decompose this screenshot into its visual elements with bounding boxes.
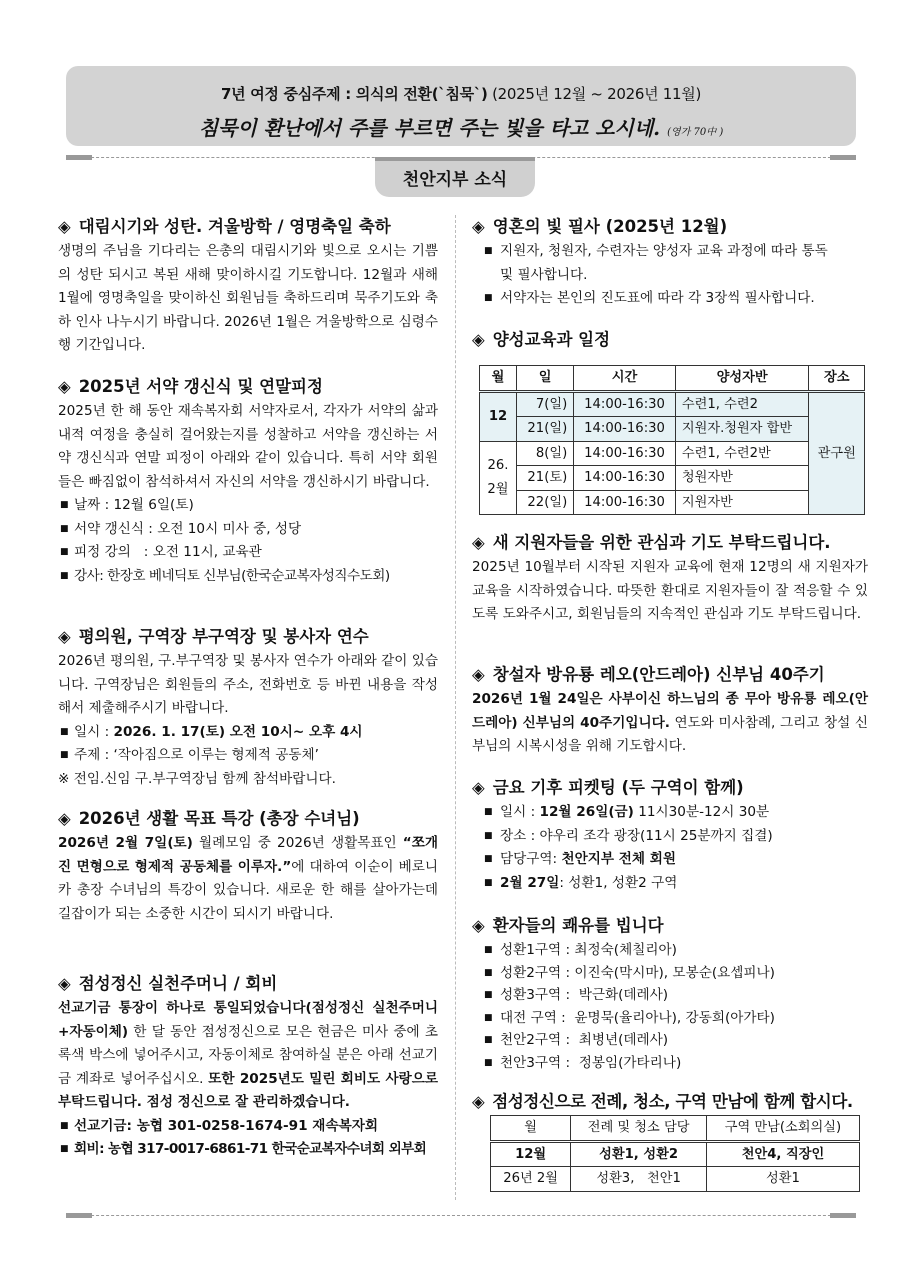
diamond-icon: ◈ (58, 627, 71, 646)
section-title: 환자들의 쾌유를 빕니다 (492, 916, 664, 935)
list-item: ■ 대전 구역 : 윤명묵(율리아나), 강동희(아가타) (472, 1007, 868, 1030)
body-bold: 또한 2025년도 밀린 회비도 사랑으로 부탁드립니다. 점성 정신으로 잘 관리하겠습니다. (58, 1070, 438, 1110)
body-bold: 2026년 1월 24일은 사부이신 하느님의 종 무아 방유룡 레오(안드레아) 신부님의 40주기입니다. (472, 691, 868, 731)
section-title: 새 지원자들을 위한 관심과 기도 부탁드립니다. (492, 533, 831, 552)
time-cell: 14:00-16:30 (574, 441, 676, 466)
item-label: 담당구역: (500, 851, 562, 867)
table-header-row (491, 1116, 860, 1142)
item-value: 천안지부 전체 회원 (561, 851, 676, 867)
table-row (480, 441, 865, 466)
class-cell: 청원자반 (675, 466, 809, 491)
item-date: 12월 26일(금) (539, 804, 634, 820)
item-time: 11시30분-12시 30분 (633, 804, 770, 820)
table-row (480, 490, 865, 515)
meeting-cell: 천안4, 직장인 (706, 1141, 859, 1167)
time-cell: 14:00-16:30 (574, 417, 676, 442)
section-body: 2025년 10월부터 시작된 지원자 교육에 현재 12명의 새 지원자가 교육을 시작하였습니다. 따뜻한 환대로 지원자들이 잘 적응할 수 있도록 도와주시고, 회원님들의 지속적인 관심과 기도 부탁드립니다. (472, 559, 868, 622)
col-header: 월 (480, 366, 517, 392)
table-row (491, 1141, 860, 1167)
place-cell: 관구원 (809, 391, 865, 515)
item-label: 일시 : (500, 804, 540, 820)
liturgy-cell: 성환3, 천안1 (571, 1167, 707, 1192)
time-cell: 14:00-16:30 (574, 466, 676, 491)
section-formation-schedule (472, 327, 868, 515)
theme-period: (2025년 12월 ~ 2026년 11월) (487, 85, 702, 103)
list-item: ■ 성환2구역 : 이진숙(막시마), 모봉순(요셉피나) (472, 962, 868, 985)
diamond-icon: ◈ (472, 778, 485, 797)
table-row (480, 466, 865, 491)
section-title: 점성정신 실천주머니 / 회비 (78, 974, 278, 993)
section-training (58, 624, 438, 791)
time-cell: 14:00-16:30 (574, 490, 676, 515)
section-liturgy-duty (472, 1089, 868, 1192)
col-header: 일 (517, 366, 574, 392)
section-body (472, 688, 868, 759)
list-item: ■ 지원자, 청원자, 수련자는 양성자 교육 과정에 따라 통독 및 필사합니다. (472, 240, 868, 287)
list-item (472, 872, 868, 896)
day-cell: 22(일) (517, 490, 574, 515)
table-row (480, 391, 865, 417)
body-text: 월례모임 중 2026년 생활목표인 (192, 835, 403, 851)
day-cell: 21(토) (517, 466, 574, 491)
section-title: 영혼의 빛 필사 (2025년 12월) (492, 217, 728, 236)
section-title: 금요 기후 피켓팅 (두 구역이 함께) (492, 778, 744, 797)
col-header: 전례 및 청소 담당 (571, 1116, 707, 1142)
diamond-icon: ◈ (58, 377, 71, 396)
section-title: 창설자 방유룡 레오(안드레아) 신부님 40주기 (492, 665, 825, 684)
item-value: 2026. 1. 17(토) 오전 10시~ 오후 4시 (113, 723, 363, 740)
day-cell: 7(일) (517, 391, 574, 417)
section-title: 대림시기와 성탄. 겨울방학 / 영명축일 축하 (78, 217, 391, 236)
diamond-icon: ◈ (472, 533, 485, 552)
section-tab: 천안지부 소식 (375, 157, 535, 197)
section-climate-picketing (472, 775, 868, 895)
list-item: ■ 주제 : ‘작아짐으로 이루는 형제적 공동체’ (58, 744, 438, 768)
body-bold: 선교기금 통장이 하나로 통일되었습니다(점성정신 실천주머니+자동이체) (58, 1000, 438, 1040)
liturgy-cell: 성환1, 성환2 (571, 1141, 707, 1167)
divider-bottom (66, 1215, 856, 1216)
section-advent (58, 214, 438, 358)
section-vow-renewal (58, 374, 438, 588)
meeting-cell: 성환1 (706, 1167, 859, 1192)
list-item: ■ 날짜 : 12월 6일(토) (58, 494, 438, 518)
section-patients (472, 913, 868, 1074)
section-body (58, 997, 438, 1115)
section-new-applicants (472, 530, 868, 627)
list-item (472, 848, 868, 872)
divider-cap (66, 155, 92, 160)
item-label: 일시 : (74, 723, 114, 740)
section-title: 점성정신으로 전례, 청소, 구역 만남에 함께 합시다. (492, 1092, 853, 1111)
col-header: 구역 만남(소회의실) (706, 1116, 859, 1142)
list-item: ■ 서약자는 본인의 진도표에 따라 각 3장씩 필사합니다. (472, 287, 868, 311)
section-body: 2026년 평의원, 구.부구역장 및 봉사자 연수가 아래와 같이 있습니다. 구역장님은 회원들의 주소, 전화번호 등 바뀐 내용을 작성해서 제출해주시기 바랍니다. (58, 653, 438, 716)
col-header: 시간 (574, 366, 676, 392)
table-row (491, 1167, 860, 1192)
diamond-icon: ◈ (58, 974, 71, 993)
list-item (58, 721, 438, 745)
diamond-icon: ◈ (472, 217, 485, 236)
section-title: 양성교육과 일정 (492, 330, 611, 349)
section-body (58, 832, 438, 926)
account-dues: ■ 회비: 농협 317-0017-6861-71 한국순교복자수녀회 외부회 (58, 1138, 438, 1162)
time-cell: 14:00-16:30 (574, 391, 676, 417)
table-header-row (480, 366, 865, 392)
list-item (472, 801, 868, 825)
class-cell: 수련1, 수련2 (675, 391, 809, 417)
body-text: 한 달 동안 점성정신으로 모은 현금은 미사 중에 초록색 박스에 넣어주시고, 자동이체로 참여하실 분은 아래 선교기금 계좌로 넣어주십시오. (58, 1023, 438, 1087)
month-cell: 26. 2월 (480, 441, 517, 515)
body-text: 연도와 미사참례, 그리고 창설 신부님의 시복시성을 위해 기도합시다. (472, 714, 868, 754)
divider-cap (66, 1213, 92, 1218)
diamond-icon: ◈ (472, 665, 485, 684)
divider-cap (830, 155, 856, 160)
theme-quote: 침묵이 환난에서 주를 부르면 주는 빛을 타고 오시네. (198, 116, 661, 140)
month-cell: 12 (480, 391, 517, 441)
col-header: 월 (491, 1116, 571, 1142)
list-item: ■ 천안3구역 : 정봉임(가타리나) (472, 1052, 868, 1075)
diamond-icon: ◈ (472, 916, 485, 935)
schedule-table (479, 365, 865, 515)
list-item: ■ 천안2구역 : 최병년(데레사) (472, 1029, 868, 1052)
month-cell: 12월 (491, 1141, 571, 1167)
section-title: 2026년 생활 목표 특강 (총장 수녀님) (78, 809, 360, 828)
diamond-icon: ◈ (472, 330, 485, 349)
class-cell: 지원자.청원자 합반 (675, 417, 809, 442)
section-pouch-dues (58, 971, 438, 1162)
section-founder-anniversary (472, 662, 868, 759)
section-title: 평의원, 구역장 부구역장 및 봉사자 연수 (78, 627, 369, 646)
duty-table (490, 1115, 860, 1192)
diamond-icon: ◈ (58, 217, 71, 236)
class-cell: 수련1, 수련2반 (675, 441, 809, 466)
month-cell: 26년 2월 (491, 1167, 571, 1192)
theme-title: 7년 여정 중심주제 : 의식의 전환(`침묵`) (220, 85, 488, 103)
class-cell: 지원자반 (675, 490, 809, 515)
theme-banner (66, 66, 856, 146)
diamond-icon: ◈ (58, 809, 71, 828)
section-title: 2025년 서약 갱신식 및 연말피정 (78, 377, 323, 396)
list-item: ■ 서약 갱신식 : 오전 10시 미사 중, 성당 (58, 518, 438, 542)
col-header: 장소 (809, 366, 865, 392)
divider-cap (830, 1213, 856, 1218)
day-cell: 8(일) (517, 441, 574, 466)
col-header: 양성자반 (675, 366, 809, 392)
list-item: ■ 성환3구역 : 박근화(데레사) (472, 984, 868, 1007)
section-body: 2025년 한 해 동안 재속복자회 서약자로서, 각자가 서약의 삶과 내적 여정을 충실히 걸어왔는지를 성찰하고 서약을 갱신하는 서약 갱신식과 연말 피정이 아래와 같이 있습니다. 특히 서약 회원들은 빠짐없이 참석하셔서 자신의 서약을 갱신하시기 바랍니다. (58, 403, 438, 490)
list-item: ■ 성환1구역 : 최정숙(체칠리아) (472, 939, 868, 962)
list-item: ■ 강사: 한장호 베네딕토 신부님(한국순교복자성직수도회) (58, 565, 438, 589)
list-item: ■ 피정 강의 : 오전 11시, 교육관 (58, 541, 438, 565)
table-row (480, 417, 865, 442)
section-lecture (58, 806, 438, 926)
day-cell: 21(일) (517, 417, 574, 442)
quote-source: (영가 70中 ) (667, 127, 724, 138)
note: ※ 전임.신임 구.부구역장님 함께 참석바랍니다. (58, 770, 337, 787)
account-mission-fund: ■ 선교기금: 농협 301-0258-1674-91 재속복자회 (58, 1115, 438, 1139)
item-date: 2월 27일 (500, 874, 560, 891)
diamond-icon: ◈ (472, 1092, 485, 1111)
section-transcription (472, 214, 868, 311)
date-text: 2026년 2월 7일(토) (58, 835, 193, 851)
list-item: ■ 장소 : 야우리 조각 광장(11시 25분까지 집결) (472, 825, 868, 849)
section-body: 생명의 주님을 기다리는 은총의 대림시기와 빛으로 오시는 기쁨의 성탄 되시고 복된 새해 맞이하시길 기도합니다. 12월과 새해 1월에 영명축일을 맞이하신 회원님들 축하드리며 묵주기도와 축하 인사 나누시기 바랍니다. 2026년 1월은 겨울방학으로 심령수행 기간입니다. (58, 243, 438, 353)
body-text: 에 대하여 이순이 베로니카 총장 수녀님의 특강이 있습니다. 새로운 한 해를 살아가는데 길잡이가 되는 소중한 시간이 되시기 바랍니다. (58, 858, 438, 922)
item-value: : 성환1, 성환2 구역 (559, 874, 678, 891)
motto-text: “쪼개진 면형으로 형제적 공동체를 이루자.” (58, 835, 438, 875)
column-divider (455, 215, 456, 1200)
